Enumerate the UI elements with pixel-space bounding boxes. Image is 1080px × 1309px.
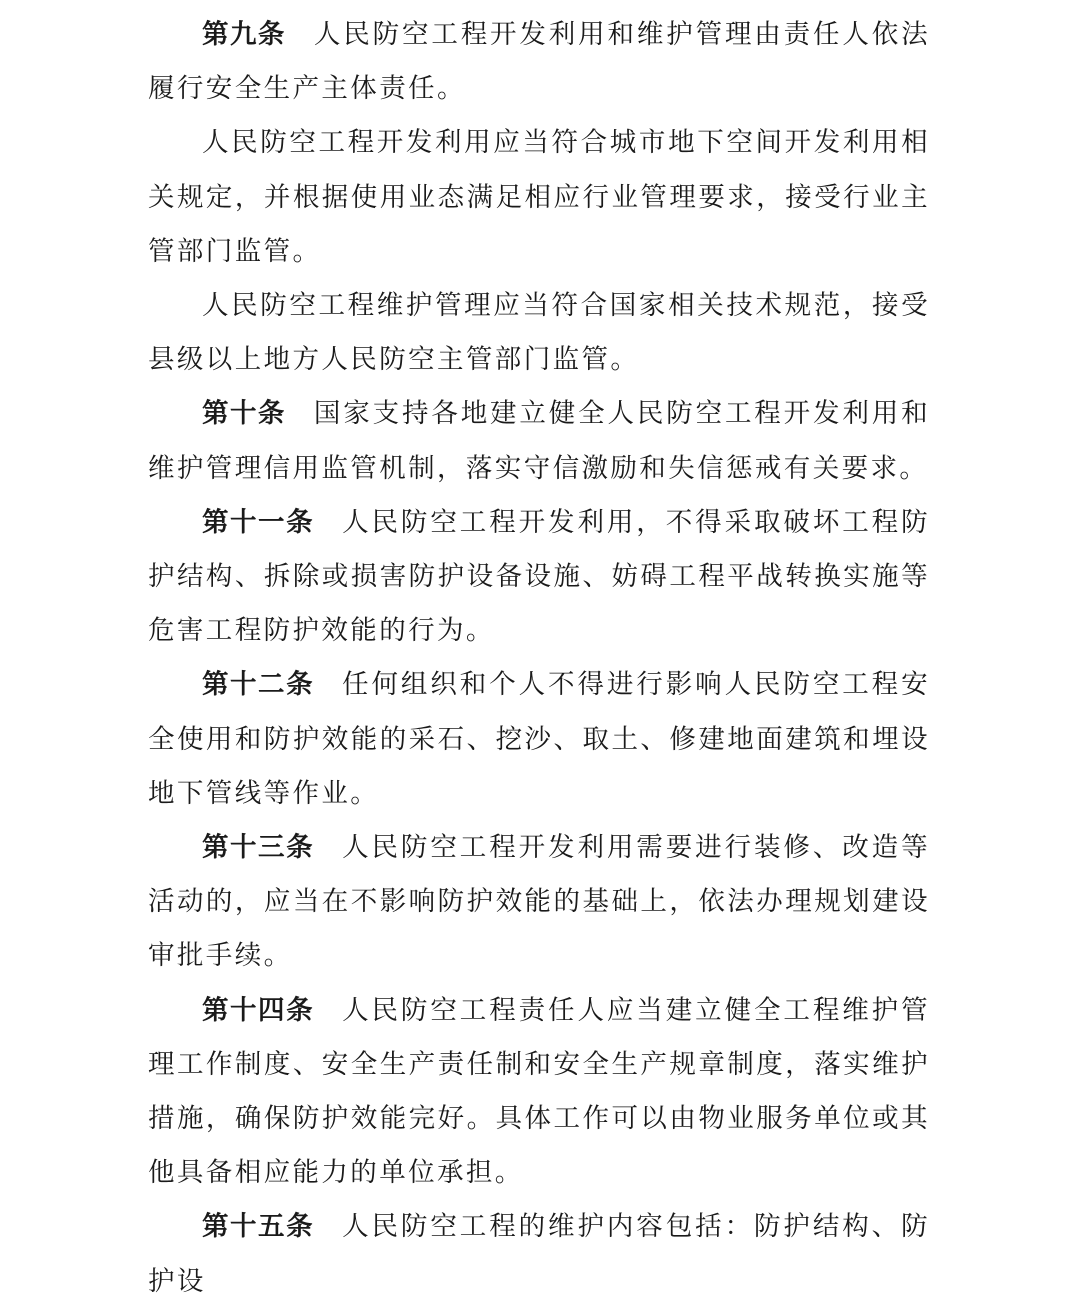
- article-text: 人民防空工程责任人应当建立健全工程维护管理工作制度、安全生产责任制和安全生产规章制度，落实维护措施，确保防护效能完好。具体工作可以由物业服务单位或其他具备相应能力的单位承担。: [148, 994, 931, 1189]
- article-14-paragraph-1: [148, 984, 930, 1201]
- article-15-paragraph-1: [148, 1200, 930, 1308]
- article-text: 人民防空工程开发利用和维护管理由责任人依法履行安全生产主体责任。: [148, 19, 931, 105]
- article-number: 第十二条: [202, 669, 315, 701]
- article-9-paragraph-2: 人民防空工程开发利用应当符合城市地下空间开发利用相关规定，并根据使用业态满足相应行业管理要求，接受行业主管部门监管。: [148, 127, 930, 267]
- article-9-paragraph-1: [148, 8, 930, 116]
- article-number: 第十条: [202, 398, 286, 430]
- article-number: 第九条: [202, 19, 286, 50]
- article-10-paragraph-1: [148, 387, 930, 495]
- article-text: 任何组织和个人不得进行影响人民防空工程安全使用和防护效能的采石、挖沙、取土、修建地面建筑和埋设地下管线等作业。: [148, 669, 931, 809]
- article-text: 人民防空工程的维护内容包括：防护结构、防护设: [148, 1211, 931, 1297]
- article-number: 第十三条: [202, 832, 315, 864]
- article-text: 人民防空工程开发利用需要进行装修、改造等活动的，应当在不影响防护效能的基础上，依法办理规划建设审批手续。: [148, 832, 931, 972]
- article-number: 第十五条: [202, 1211, 315, 1243]
- document-page: [148, 8, 930, 1309]
- article-13-paragraph-1: [148, 821, 930, 984]
- article-number: 第十一条: [202, 506, 315, 538]
- article-text: 国家支持各地建立健全人民防空工程开发利用和维护管理信用监管机制，落实守信激励和失信惩戒有关要求。: [148, 398, 931, 484]
- article-11-paragraph-1: [148, 496, 930, 659]
- article-text: 人民防空工程开发利用，不得采取破坏工程防护结构、拆除或损害防护设备设施、妨碍工程平战转换实施等危害工程防护效能的行为。: [148, 506, 931, 647]
- article-9-paragraph-3: 人民防空工程维护管理应当符合国家相关技术规范，接受县级以上地方人民防空主管部门监管。: [148, 290, 930, 376]
- article-number: 第十四条: [202, 994, 315, 1026]
- article-12-paragraph-1: [148, 658, 930, 821]
